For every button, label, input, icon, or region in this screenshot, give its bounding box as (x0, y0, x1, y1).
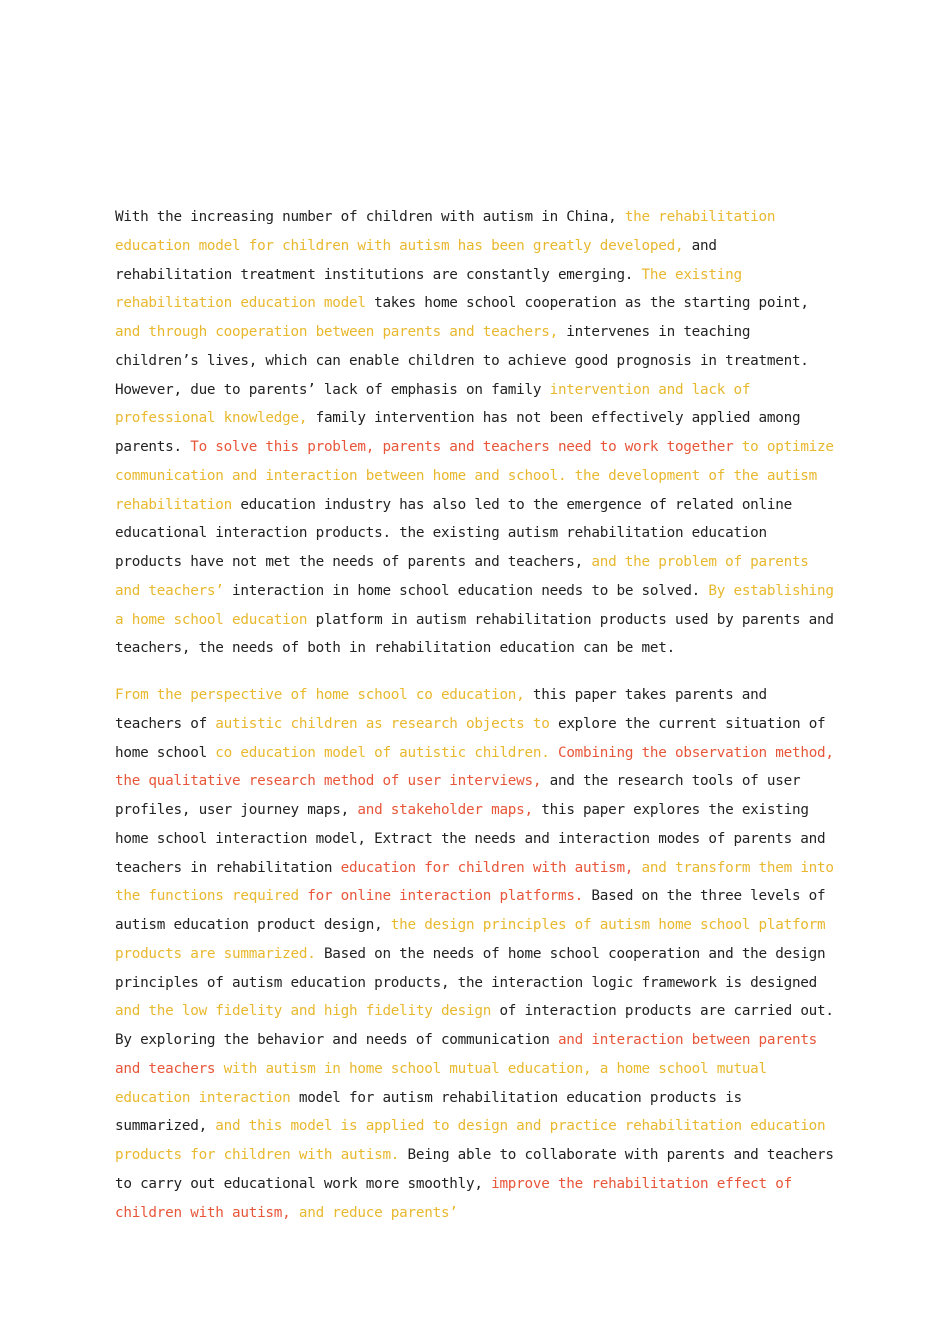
text-span: and rehabilitation treatment institutions are constantly emerging. (115, 237, 717, 283)
highlighted-text-span: To solve this problem, parents and teachers need to work together (190, 439, 734, 455)
text-span: of interaction products are carried out. By exploring the behavior and needs of communication (115, 1003, 834, 1048)
highlighted-text-span: By establishing a home school education (115, 582, 834, 628)
text-span: intervenes in teaching children’s lives, which can enable children to achieve good prognosis in treatment. However, due to parents’ lack of emphasis on family (115, 324, 809, 398)
highlighted-text-span: with autism in home school mutual education, a home school mutual education interaction (115, 1060, 767, 1106)
text-span (550, 745, 558, 761)
highlighted-text-span: and reduce parents’ (290, 1204, 458, 1221)
text-span: and the research tools of user profiles, user journey maps, (115, 773, 801, 818)
highlighted-text-span: intervention and lack of professional knowledge, (115, 381, 751, 427)
text-span: Being able to collaborate with parents and teachers to carry out educational work more smoothly, (115, 1147, 834, 1192)
highlighted-text-span: education for children with autism, (340, 859, 634, 876)
text-span: model for autism rehabilitation education products is summarized, (115, 1089, 742, 1135)
text-span: Based on the three levels of autism education product design, (115, 888, 826, 933)
text-span: Based on the needs of home school cooperation and the design principles of autism education products, the interaction logic framework is designed (115, 945, 826, 991)
highlighted-text-span: to optimize communication and interaction between home and school. the development of the autism rehabilitation (115, 439, 834, 513)
highlighted-text-span: and transform them into the functions required (115, 859, 834, 905)
highlighted-text-span: for online interaction platforms. (298, 888, 584, 905)
highlighted-text-span: autistic children as research objects to (215, 715, 550, 732)
text-span: education industry has also led to the emergence of related online educational interaction products. the existing autism rehabilitation education products have not met the needs of parents and teachers, (115, 496, 792, 570)
highlighted-text-span: improve the rehabilitation effect of children with autism, (115, 1175, 792, 1221)
text-span: With the increasing number of children with autism in China, (115, 209, 625, 225)
text-span: this paper explores the existing home school interaction model, Extract the needs and interaction modes of parents and teachers in rehabilitation (115, 802, 826, 876)
highlighted-text-span: and this model is applied to design and practice rehabilitation education products for children with autism. (115, 1118, 826, 1163)
highlighted-text-span: the design principles of autism home school platform products are summarized. (115, 917, 826, 962)
abstract-paragraph-1 (115, 203, 835, 663)
highlighted-text-span: The existing rehabilitation education model (115, 266, 742, 312)
highlighted-text-span: and the problem of parents and teachers’ (115, 554, 809, 599)
highlighted-text-span: From the perspective of home school co education, (115, 687, 525, 703)
text-span: takes home school cooperation as the starting point, (365, 295, 809, 312)
text-span: family intervention has not been effectively applied among parents. (115, 410, 801, 455)
highlighted-text-span: and the low fidelity and high fidelity design (115, 1003, 492, 1020)
text-span: this paper takes parents and teachers of (115, 687, 767, 732)
text-span: interaction in home school education needs to be solved. (223, 582, 709, 599)
text-span: platform in autism rehabilitation products used by parents and teachers, the needs of both in rehabilitation education can be met. (115, 611, 834, 657)
highlighted-text-span: and stakeholder maps, (357, 802, 533, 818)
highlighted-text-span: Combining the observation method, the qualitative research method of user interviews, (115, 744, 834, 790)
highlighted-text-span: and interaction between parents and teachers (115, 1032, 818, 1077)
abstract-paragraph-2 (115, 681, 835, 1227)
highlighted-text-span: co education model of autistic children. (215, 744, 550, 761)
highlighted-text-span: the rehabilitation education model for children with autism has been greatly developed, (115, 209, 776, 254)
text-span: explore the current situation of home school (115, 715, 826, 761)
highlighted-text-span: and through cooperation between parents and teachers, (115, 324, 558, 340)
